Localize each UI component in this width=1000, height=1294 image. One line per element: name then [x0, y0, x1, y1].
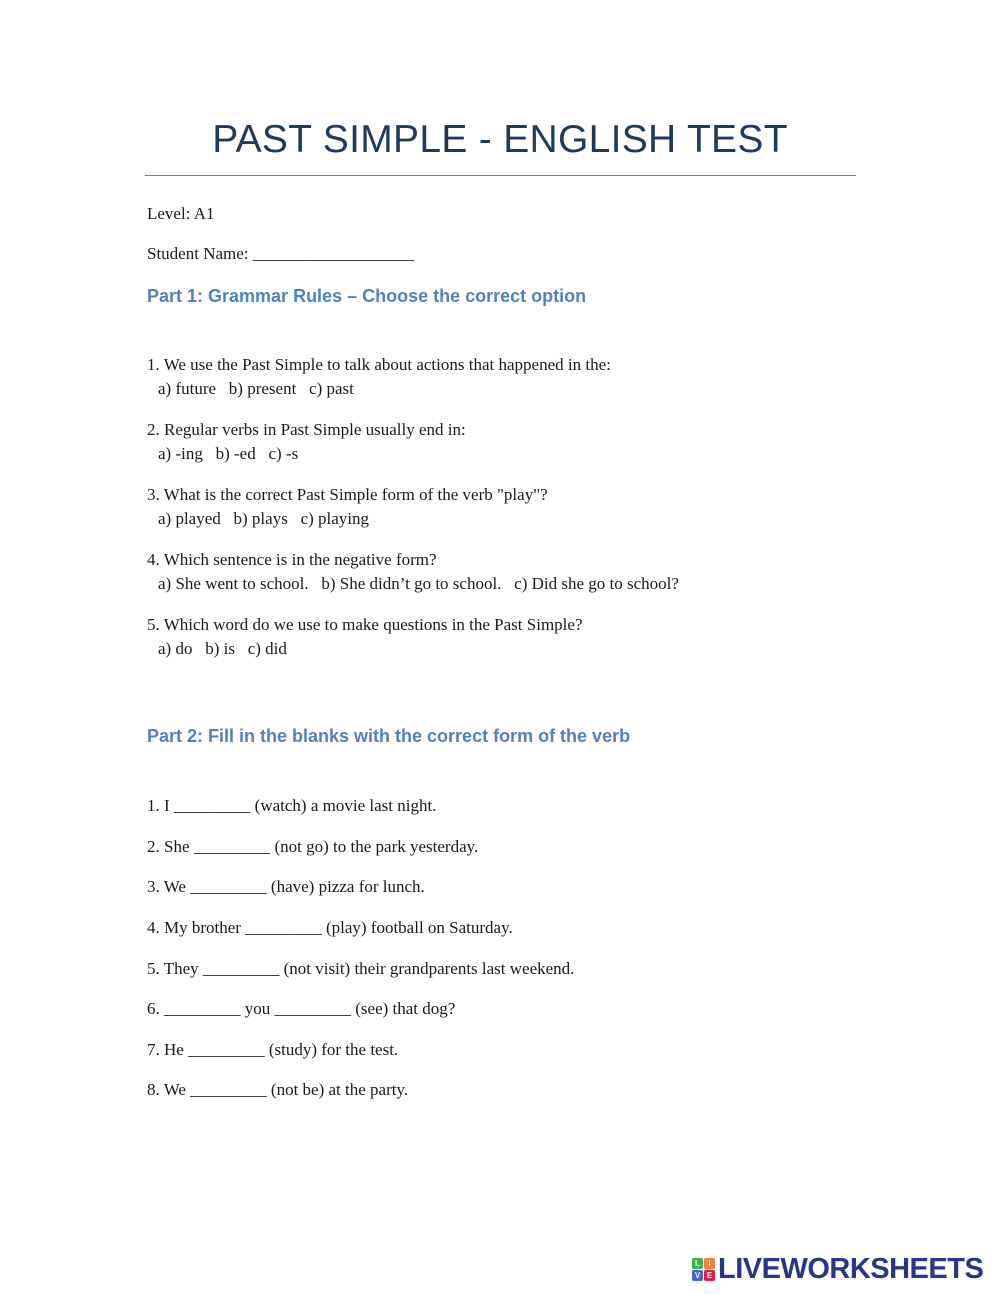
badge-letter-v: V [692, 1270, 703, 1281]
level-label: Level: A1 [147, 204, 215, 223]
part1-question-2: 2. Regular verbs in Past Simple usually end in: [147, 420, 466, 439]
badge-letter-i: I [704, 1258, 715, 1269]
part1-heading: Part 1: Grammar Rules – Choose the correct option [147, 286, 587, 306]
part2-item-3[interactable]: 3. We _________ (have) pizza for lunch. [147, 877, 425, 896]
part1-options-5[interactable]: a) do b) is c) did [158, 639, 287, 658]
part1-options-1[interactable]: a) future b) present c) past [158, 379, 354, 398]
part2-item-2[interactable]: 2. She _________ (not go) to the park yesterday. [147, 837, 479, 856]
liveworksheets-badge-icon [692, 1258, 715, 1281]
title-divider [145, 175, 856, 176]
liveworksheets-logo [692, 1254, 983, 1284]
part2-item-8[interactable]: 8. We _________ (not be) at the party. [147, 1080, 409, 1099]
part1-question-3: 3. What is the correct Past Simple form of the verb "play"? [147, 485, 548, 504]
badge-letter-e: E [704, 1270, 715, 1281]
part2-item-4[interactable]: 4. My brother _________ (play) football on Saturday. [147, 918, 513, 937]
page-title: PAST SIMPLE - ENGLISH TEST [212, 118, 788, 161]
part2-item-7[interactable]: 7. He _________ (study) for the test. [147, 1040, 399, 1059]
part2-item-6[interactable]: 6. _________ you _________ (see) that dog? [147, 999, 456, 1018]
part1-options-2[interactable]: a) -ing b) -ed c) -s [158, 444, 299, 463]
part2-item-5[interactable]: 5. They _________ (not visit) their grandparents last weekend. [147, 959, 575, 978]
part2-heading: Part 2: Fill in the blanks with the correct form of the verb [147, 726, 631, 746]
part1-options-4[interactable]: a) She went to school. b) She didn’t go to school. c) Did she go to school? [158, 574, 679, 593]
part2-item-1[interactable]: 1. I _________ (watch) a movie last night. [147, 796, 437, 815]
part1-options-3[interactable]: a) played b) plays c) playing [158, 509, 370, 528]
badge-letter-l: L [692, 1258, 703, 1269]
student-name-field[interactable]: Student Name: ___________________ [147, 244, 415, 263]
liveworksheets-wordmark: LIVEWORKSHEETS [718, 1252, 984, 1285]
part1-question-1: 1. We use the Past Simple to talk about actions that happened in the: [147, 355, 611, 374]
part1-question-5: 5. Which word do we use to make questions in the Past Simple? [147, 615, 583, 634]
part1-question-4: 4. Which sentence is in the negative form? [147, 550, 437, 569]
